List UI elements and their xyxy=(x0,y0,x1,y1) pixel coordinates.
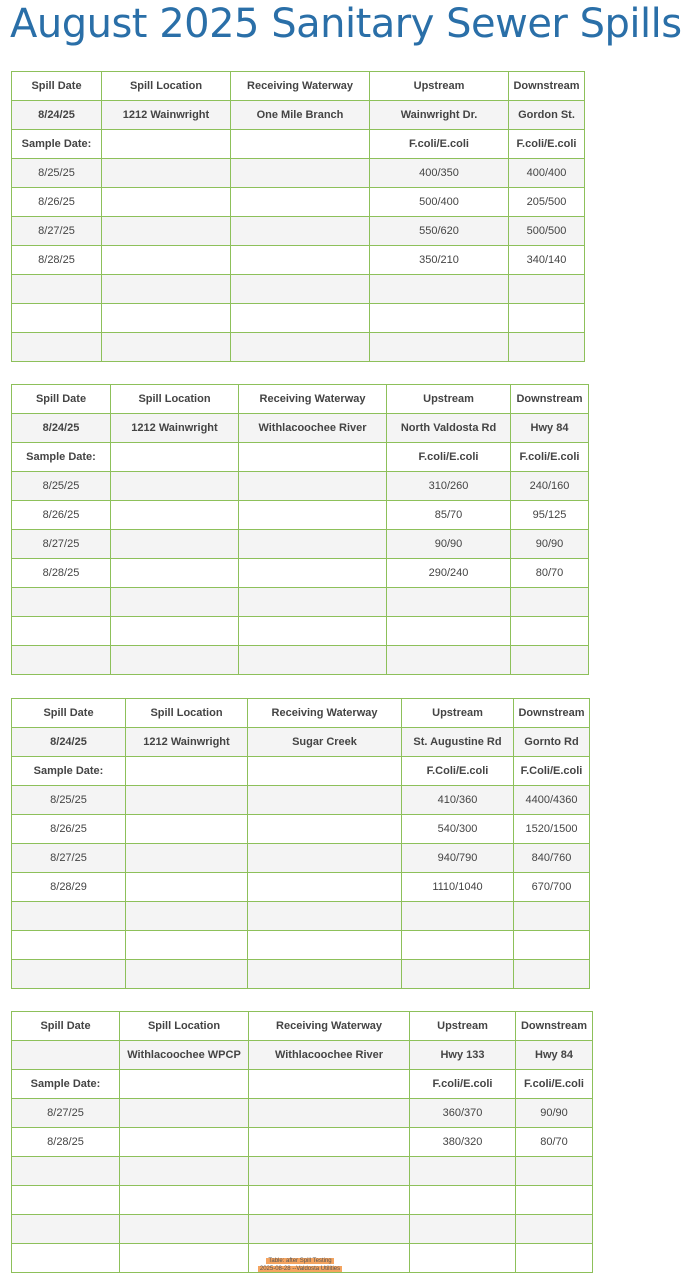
data-cell xyxy=(509,333,585,362)
table-row xyxy=(12,1128,593,1157)
data-cell: 400/400 xyxy=(509,159,585,188)
spill-info-row xyxy=(12,1041,593,1070)
data-cell xyxy=(102,333,231,362)
header-row xyxy=(12,699,590,728)
spill-info-row xyxy=(12,414,589,443)
spill-table xyxy=(11,71,585,362)
data-cell xyxy=(111,559,239,588)
sample-cell xyxy=(231,130,370,159)
data-cell xyxy=(370,333,509,362)
header-cell: Spill Date xyxy=(12,385,111,414)
data-cell xyxy=(239,501,387,530)
data-cell xyxy=(239,617,387,646)
data-cell: 8/28/25 xyxy=(12,1128,120,1157)
data-cell xyxy=(509,304,585,333)
info-cell: 1212 Wainwright xyxy=(102,101,231,130)
data-cell xyxy=(231,304,370,333)
data-cell xyxy=(12,275,102,304)
data-cell xyxy=(120,1157,249,1186)
data-cell: 940/790 xyxy=(402,844,514,873)
data-cell xyxy=(509,275,585,304)
sample-header-row xyxy=(12,757,590,786)
data-cell xyxy=(410,1215,516,1244)
data-cell: 8/27/25 xyxy=(12,844,126,873)
info-cell: Hwy 84 xyxy=(511,414,589,443)
data-cell xyxy=(410,1244,516,1273)
data-cell xyxy=(410,1157,516,1186)
sample-cell: Sample Date: xyxy=(12,757,126,786)
table-row xyxy=(12,588,589,617)
data-cell xyxy=(387,617,511,646)
data-cell: 500/400 xyxy=(370,188,509,217)
data-cell: 85/70 xyxy=(387,501,511,530)
data-cell: 4400/4360 xyxy=(514,786,590,815)
data-cell: 95/125 xyxy=(511,501,589,530)
sample-cell: F.Coli/E.coli xyxy=(514,757,590,786)
data-cell xyxy=(231,217,370,246)
data-cell xyxy=(126,873,248,902)
table-row xyxy=(12,646,589,675)
data-cell xyxy=(249,1215,410,1244)
data-cell xyxy=(239,588,387,617)
header-cell: Upstream xyxy=(370,72,509,101)
data-cell xyxy=(12,646,111,675)
data-cell xyxy=(12,588,111,617)
sample-cell xyxy=(239,443,387,472)
data-cell: 205/500 xyxy=(509,188,585,217)
data-cell: 1520/1500 xyxy=(514,815,590,844)
data-cell xyxy=(370,275,509,304)
data-cell: 8/25/25 xyxy=(12,159,102,188)
data-cell xyxy=(126,786,248,815)
data-cell xyxy=(12,617,111,646)
info-cell: Hwy 133 xyxy=(410,1041,516,1070)
sample-cell: F.coli/E.coli xyxy=(370,130,509,159)
header-cell: Spill Date xyxy=(12,699,126,728)
info-cell: Sugar Creek xyxy=(248,728,402,757)
data-cell xyxy=(516,1244,593,1273)
data-cell xyxy=(402,960,514,989)
data-cell: 350/210 xyxy=(370,246,509,275)
data-cell: 500/500 xyxy=(509,217,585,246)
table-row xyxy=(12,304,585,333)
data-cell: 290/240 xyxy=(387,559,511,588)
data-cell xyxy=(120,1215,249,1244)
info-cell: Withlacoochee River xyxy=(249,1041,410,1070)
data-cell xyxy=(370,304,509,333)
data-cell xyxy=(248,815,402,844)
data-cell xyxy=(248,844,402,873)
sample-cell: Sample Date: xyxy=(12,443,111,472)
table-row xyxy=(12,333,585,362)
data-cell xyxy=(514,931,590,960)
header-cell: Downstream xyxy=(514,699,590,728)
data-cell: 340/140 xyxy=(509,246,585,275)
header-cell: Receiving Waterway xyxy=(248,699,402,728)
data-cell xyxy=(102,304,231,333)
data-cell: 8/27/25 xyxy=(12,217,102,246)
data-cell xyxy=(126,844,248,873)
table-row xyxy=(12,559,589,588)
info-cell: Hwy 84 xyxy=(516,1041,593,1070)
data-cell xyxy=(120,1099,249,1128)
header-cell: Spill Date xyxy=(12,72,102,101)
data-cell xyxy=(248,786,402,815)
sample-header-row xyxy=(12,443,589,472)
info-cell: 8/24/25 xyxy=(12,414,111,443)
header-cell: Spill Location xyxy=(102,72,231,101)
data-cell: 670/700 xyxy=(514,873,590,902)
sample-header-row xyxy=(12,130,585,159)
table-row xyxy=(12,815,590,844)
data-cell xyxy=(248,960,402,989)
data-cell: 8/26/25 xyxy=(12,815,126,844)
table-row xyxy=(12,275,585,304)
data-cell xyxy=(249,1186,410,1215)
sample-cell xyxy=(111,443,239,472)
data-cell xyxy=(249,1157,410,1186)
data-cell xyxy=(248,902,402,931)
data-cell: 380/320 xyxy=(410,1128,516,1157)
data-cell xyxy=(516,1186,593,1215)
header-cell: Spill Location xyxy=(126,699,248,728)
data-cell xyxy=(516,1157,593,1186)
sample-cell xyxy=(248,757,402,786)
data-cell xyxy=(12,931,126,960)
data-cell xyxy=(514,960,590,989)
spill-table xyxy=(11,698,590,989)
table-row xyxy=(12,501,589,530)
table-row xyxy=(12,960,590,989)
header-cell: Downstream xyxy=(509,72,585,101)
data-cell: 8/28/25 xyxy=(12,246,102,275)
data-cell: 8/28/25 xyxy=(12,559,111,588)
data-cell xyxy=(102,275,231,304)
data-cell xyxy=(511,646,589,675)
header-cell: Receiving Waterway xyxy=(231,72,370,101)
spill-table xyxy=(11,1011,593,1273)
spill-info-row xyxy=(12,728,590,757)
data-cell xyxy=(239,530,387,559)
sample-cell: F.coli/E.coli xyxy=(509,130,585,159)
data-cell: 840/760 xyxy=(514,844,590,873)
caption-line-1: Table: after Spill Testing xyxy=(268,1258,332,1264)
info-cell: Wainwright Dr. xyxy=(370,101,509,130)
table-row xyxy=(12,530,589,559)
data-cell xyxy=(239,646,387,675)
info-cell: 8/24/25 xyxy=(12,101,102,130)
data-cell xyxy=(514,902,590,931)
data-cell: 360/370 xyxy=(410,1099,516,1128)
table-row xyxy=(12,217,585,246)
data-cell xyxy=(387,588,511,617)
sample-header-row xyxy=(12,1070,593,1099)
data-cell xyxy=(231,188,370,217)
data-cell: 540/300 xyxy=(402,815,514,844)
data-cell: 8/25/25 xyxy=(12,472,111,501)
data-cell xyxy=(102,217,231,246)
data-cell xyxy=(12,333,102,362)
header-row xyxy=(12,385,589,414)
table-row xyxy=(12,1186,593,1215)
header-row xyxy=(12,1012,593,1041)
info-cell: 1212 Wainwright xyxy=(126,728,248,757)
sample-cell: F.Coli/E.coli xyxy=(402,757,514,786)
data-cell: 240/160 xyxy=(511,472,589,501)
data-cell: 8/27/25 xyxy=(12,1099,120,1128)
data-cell: 8/26/25 xyxy=(12,501,111,530)
table-row xyxy=(12,902,590,931)
header-cell: Spill Location xyxy=(111,385,239,414)
table-row xyxy=(12,472,589,501)
data-cell xyxy=(111,472,239,501)
header-row xyxy=(12,72,585,101)
spill-table xyxy=(11,384,589,675)
data-cell: 80/70 xyxy=(511,559,589,588)
data-cell xyxy=(239,472,387,501)
data-cell xyxy=(516,1215,593,1244)
data-cell xyxy=(239,559,387,588)
table-row xyxy=(12,931,590,960)
data-cell: 310/260 xyxy=(387,472,511,501)
data-cell: 550/620 xyxy=(370,217,509,246)
data-cell xyxy=(120,1186,249,1215)
data-cell: 90/90 xyxy=(516,1099,593,1128)
data-cell xyxy=(402,902,514,931)
sample-cell xyxy=(249,1070,410,1099)
image-caption xyxy=(250,1257,350,1273)
data-cell: 8/26/25 xyxy=(12,188,102,217)
data-cell: 400/350 xyxy=(370,159,509,188)
data-cell: 90/90 xyxy=(387,530,511,559)
table-row xyxy=(12,873,590,902)
table-row xyxy=(12,188,585,217)
table-row xyxy=(12,159,585,188)
data-cell xyxy=(102,159,231,188)
data-cell xyxy=(12,1157,120,1186)
header-cell: Receiving Waterway xyxy=(239,385,387,414)
table-row xyxy=(12,1215,593,1244)
sample-cell xyxy=(126,757,248,786)
data-cell xyxy=(126,815,248,844)
header-cell: Receiving Waterway xyxy=(249,1012,410,1041)
sample-cell: F.coli/E.coli xyxy=(387,443,511,472)
info-cell: One Mile Branch xyxy=(231,101,370,130)
sample-cell: Sample Date: xyxy=(12,130,102,159)
sample-cell: F.coli/E.coli xyxy=(511,443,589,472)
data-cell: 410/360 xyxy=(402,786,514,815)
data-cell xyxy=(126,960,248,989)
data-cell xyxy=(12,960,126,989)
data-cell xyxy=(248,873,402,902)
table-row xyxy=(12,1157,593,1186)
data-cell xyxy=(126,931,248,960)
header-cell: Upstream xyxy=(387,385,511,414)
header-cell: Downstream xyxy=(516,1012,593,1041)
data-cell xyxy=(12,1244,120,1273)
data-cell xyxy=(111,530,239,559)
spill-info-row xyxy=(12,101,585,130)
sample-cell xyxy=(102,130,231,159)
info-cell: Withlacoochee WPCP xyxy=(120,1041,249,1070)
sample-cell: F.coli/E.coli xyxy=(410,1070,516,1099)
data-cell xyxy=(120,1244,249,1273)
data-cell xyxy=(231,275,370,304)
data-cell: 80/70 xyxy=(516,1128,593,1157)
data-cell xyxy=(402,931,514,960)
info-cell: North Valdosta Rd xyxy=(387,414,511,443)
data-cell: 1110/1040 xyxy=(402,873,514,902)
data-cell xyxy=(387,646,511,675)
sample-cell xyxy=(120,1070,249,1099)
data-cell xyxy=(231,333,370,362)
data-cell xyxy=(410,1186,516,1215)
data-cell xyxy=(249,1128,410,1157)
table-row xyxy=(12,617,589,646)
data-cell xyxy=(231,159,370,188)
info-cell: Withlacoochee River xyxy=(239,414,387,443)
table-row xyxy=(12,844,590,873)
data-cell xyxy=(249,1099,410,1128)
data-cell xyxy=(12,902,126,931)
data-cell xyxy=(111,617,239,646)
data-cell xyxy=(231,246,370,275)
data-cell xyxy=(511,588,589,617)
data-cell xyxy=(12,1215,120,1244)
header-cell: Spill Location xyxy=(120,1012,249,1041)
data-cell: 8/25/25 xyxy=(12,786,126,815)
info-cell: 8/24/25 xyxy=(12,728,126,757)
info-cell: Gordon St. xyxy=(509,101,585,130)
table-row xyxy=(12,786,590,815)
header-cell: Upstream xyxy=(410,1012,516,1041)
data-cell xyxy=(111,501,239,530)
data-cell xyxy=(111,588,239,617)
info-cell xyxy=(12,1041,120,1070)
data-cell xyxy=(111,646,239,675)
data-cell xyxy=(511,617,589,646)
table-row xyxy=(12,1099,593,1128)
header-cell: Upstream xyxy=(402,699,514,728)
data-cell: 90/90 xyxy=(511,530,589,559)
data-cell xyxy=(126,902,248,931)
data-cell xyxy=(120,1128,249,1157)
header-cell: Spill Date xyxy=(12,1012,120,1041)
caption-line-2: 2025-08-28 --Valdosta Utilities xyxy=(259,1266,341,1272)
info-cell: 1212 Wainwright xyxy=(111,414,239,443)
header-cell: Downstream xyxy=(511,385,589,414)
data-cell: 8/27/25 xyxy=(12,530,111,559)
data-cell: 8/28/29 xyxy=(12,873,126,902)
data-cell xyxy=(102,246,231,275)
data-cell xyxy=(12,1186,120,1215)
info-cell: St. Augustine Rd xyxy=(402,728,514,757)
table-row xyxy=(12,246,585,275)
sample-cell: Sample Date: xyxy=(12,1070,120,1099)
data-cell xyxy=(102,188,231,217)
data-cell xyxy=(248,931,402,960)
info-cell: Gornto Rd xyxy=(514,728,590,757)
sample-cell: F.coli/E.coli xyxy=(516,1070,593,1099)
data-cell xyxy=(12,304,102,333)
page-title: August 2025 Sanitary Sewer Spills xyxy=(10,1,682,47)
